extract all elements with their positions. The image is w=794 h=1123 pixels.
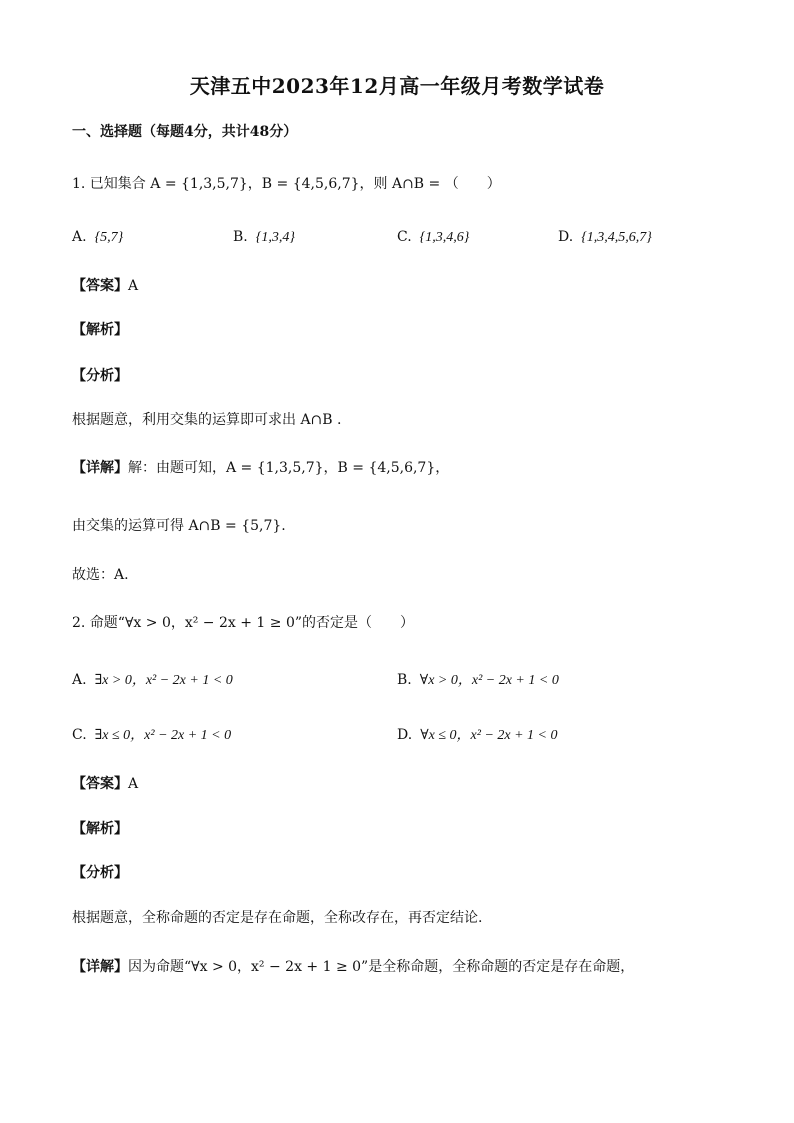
detail-text: 因为命题“∀x > 0，x² − 2x + 1 ≥ 0”是全称命题，全称命题的否定是存在命题，: [128, 959, 635, 975]
option-label: B.: [233, 229, 248, 245]
q2-option-a: [72, 670, 233, 691]
question-1-stem: 1. 已知集合 A = {1,3,5,7}，B = {4,5,6,7}，则 A∩B = （ ）: [72, 176, 501, 192]
q2-jiexi-tag: 【解析】: [72, 821, 128, 837]
option-label: B.: [397, 672, 412, 688]
option-label: C.: [397, 229, 412, 245]
answer-tag: 【答案】: [72, 776, 128, 792]
detail-text: 解：由题可知，A = {1,3,5,7}，B = {4,5,6,7}，: [128, 460, 450, 476]
option-label: D.: [397, 727, 413, 743]
q1-answer: [72, 276, 138, 296]
detail-tag: 【详解】: [72, 460, 128, 476]
q1-analysis: 根据题意，利用交集的运算即可求出 A∩B .: [72, 412, 342, 428]
q2-fenxi-tag: 【分析】: [72, 865, 128, 881]
q1-option-b: [233, 227, 295, 248]
q1-detail: [72, 458, 449, 478]
option-text: {1,3,4,6}: [419, 230, 470, 245]
q2-option-c: [72, 725, 231, 746]
option-text: ∃x ≤ 0，x² − 2x + 1 < 0: [94, 728, 232, 743]
option-text: {1,3,4,5,6,7}: [581, 230, 652, 245]
option-text: ∀x ≤ 0，x² − 2x + 1 < 0: [420, 728, 558, 743]
option-text: ∀x > 0，x² − 2x + 1 < 0: [419, 673, 559, 688]
option-text: {1,3,4}: [255, 230, 295, 245]
q1-jiexi-tag: 【解析】: [72, 322, 128, 338]
option-label: D.: [558, 229, 574, 245]
q2-option-b: [397, 670, 559, 691]
q2-answer: [72, 774, 138, 794]
q2-detail: [72, 957, 634, 977]
answer-tag: 【答案】: [72, 278, 128, 294]
option-label: A.: [72, 229, 87, 245]
q1-conclusion: 故选：A.: [72, 567, 129, 583]
q1-option-c: [397, 227, 469, 248]
option-text: ∃x > 0，x² − 2x + 1 < 0: [94, 673, 233, 688]
question-2-stem: 2. 命题“∀x > 0，x² − 2x + 1 ≥ 0”的否定是（ ）: [72, 615, 415, 631]
q2-option-d: [397, 725, 558, 746]
q1-detail-2: 由交集的运算可得 A∩B = {5,7}.: [72, 518, 286, 534]
answer-value: A: [128, 776, 139, 792]
q1-option-d: [558, 227, 652, 248]
q1-fenxi-tag: 【分析】: [72, 368, 128, 384]
option-label: C.: [72, 727, 87, 743]
q1-option-a: [72, 227, 123, 248]
page-title: 天津五中2023年12月高一年级月考数学试卷: [189, 74, 605, 98]
q2-analysis: 根据题意，全称命题的否定是存在命题，全称改存在，再否定结论.: [72, 910, 483, 926]
section-heading: 一、选择题（每题4分，共计48分）: [72, 124, 298, 140]
answer-value: A: [128, 278, 139, 294]
detail-tag: 【详解】: [72, 959, 128, 975]
option-text: {5,7}: [94, 230, 124, 245]
option-label: A.: [72, 672, 87, 688]
